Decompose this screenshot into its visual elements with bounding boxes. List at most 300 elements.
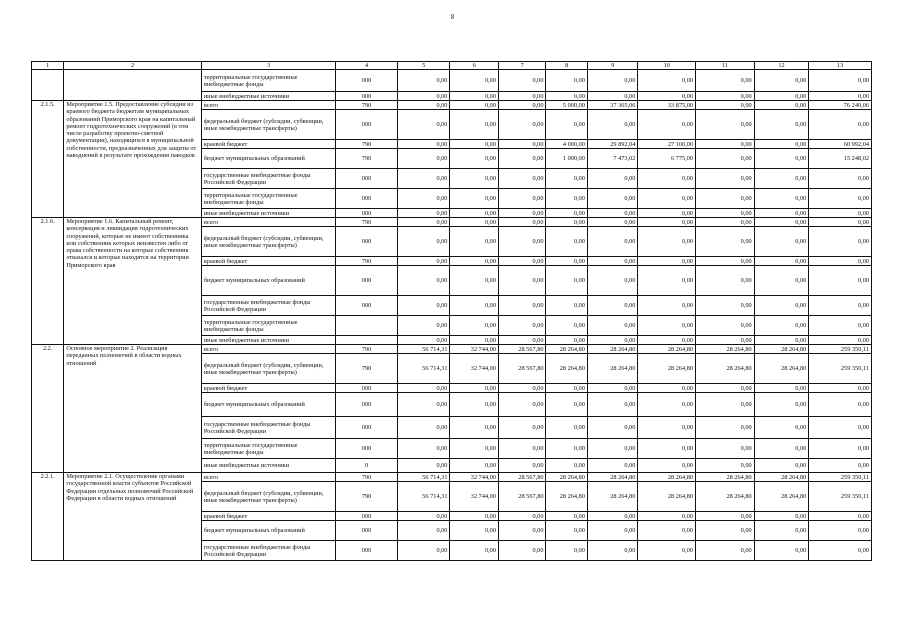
funding-source: федеральный бюджет (субсидии, субвенции, иные межбюджетные трансферты) xyxy=(201,354,335,384)
amount-cell: 0,00 xyxy=(809,266,872,296)
amount-cell: 0,00 xyxy=(546,393,587,417)
amount-cell: 0,00 xyxy=(450,209,499,218)
amount-cell: 259 350,11 xyxy=(809,354,872,384)
amount-cell: 0,00 xyxy=(809,336,872,345)
column-header: 1 xyxy=(32,62,64,70)
amount-cell: 28 264,80 xyxy=(546,473,587,482)
table-row xyxy=(32,473,872,482)
amount-cell: 0,00 xyxy=(546,209,587,218)
funding-source: иные внебюджетные источники xyxy=(201,336,335,345)
amount-cell: 0,00 xyxy=(638,459,696,473)
amount-cell: 0,00 xyxy=(397,169,450,189)
amount-cell: 0,00 xyxy=(696,169,755,189)
amount-cell: 0,00 xyxy=(498,257,546,266)
amount-cell: 28 264,80 xyxy=(587,345,638,354)
amount-cell: 0,00 xyxy=(450,296,499,316)
amount-cell: 0,00 xyxy=(587,92,638,101)
funding-source: всего xyxy=(201,101,335,110)
amount-cell: 0,00 xyxy=(546,459,587,473)
measure-code: 2.2.1. xyxy=(32,473,64,561)
amount-cell: 28 264,80 xyxy=(754,473,809,482)
column-header: 12 xyxy=(754,62,809,70)
amount-cell: 0,00 xyxy=(638,110,696,140)
amount-cell: 0,00 xyxy=(397,541,450,561)
amount-cell: 0,00 xyxy=(696,92,755,101)
amount-cell: 0,00 xyxy=(696,218,755,227)
amount-cell: 0,00 xyxy=(587,439,638,459)
amount-cell: 0,00 xyxy=(546,512,587,521)
amount-cell: 0,00 xyxy=(696,110,755,140)
amount-cell: 28 264,80 xyxy=(754,354,809,384)
amount-cell: 0,00 xyxy=(587,512,638,521)
amount-cell: 0,00 xyxy=(450,101,499,110)
amount-cell: 0,00 xyxy=(696,512,755,521)
table-row xyxy=(32,345,872,354)
amount-cell: 259 350,11 xyxy=(809,345,872,354)
amount-cell: 0,00 xyxy=(809,384,872,393)
column-header: 6 xyxy=(450,62,499,70)
amount-cell: 0,00 xyxy=(754,459,809,473)
amount-cell: 0,00 xyxy=(498,439,546,459)
amount-cell: 0,00 xyxy=(498,266,546,296)
amount-cell: 0,00 xyxy=(696,417,755,439)
funding-source: краевой бюджет xyxy=(201,512,335,521)
amount-cell: 0,00 xyxy=(638,384,696,393)
amount-cell: 29 892,04 xyxy=(587,140,638,149)
amount-cell: 0,00 xyxy=(397,92,450,101)
amount-cell: 0,00 xyxy=(754,417,809,439)
amount-cell: 0,00 xyxy=(754,227,809,257)
amount-cell: 0,00 xyxy=(638,512,696,521)
amount-cell: 56 714,31 xyxy=(397,473,450,482)
amount-cell: 28 264,80 xyxy=(546,482,587,512)
amount-cell: 0,00 xyxy=(809,296,872,316)
funding-source: федеральный бюджет (субсидии, субвенции, иные межбюджетные трансферты) xyxy=(201,482,335,512)
amount-cell: 0,00 xyxy=(809,189,872,209)
amount-cell: 0,00 xyxy=(809,110,872,140)
amount-cell: 0,00 xyxy=(450,459,499,473)
amount-cell: 0,00 xyxy=(587,209,638,218)
amount-cell: 0,00 xyxy=(638,336,696,345)
amount-cell: 0,00 xyxy=(587,384,638,393)
amount-cell: 0,00 xyxy=(397,266,450,296)
measure-name: Мероприятие 1.5. Предоставление субсидии из краевого бюджета бюджетам муниципальных образований Приморского края на капитальный ремонт гидротехнических сооружений (в том числе разработку проектно-сметной документации), находящихся в муниципальной собственности, предназначенных для защиты от наводнений в результате прохождения паводков xyxy=(64,101,201,218)
amount-cell: 0,00 xyxy=(498,521,546,541)
amount-cell: 0,00 xyxy=(754,140,809,149)
amount-cell: 6 775,00 xyxy=(638,149,696,169)
amount-cell: 0,00 xyxy=(498,296,546,316)
amount-cell: 0,00 xyxy=(498,92,546,101)
amount-cell: 0,00 xyxy=(754,266,809,296)
amount-cell: 0,00 xyxy=(809,316,872,336)
amount-cell: 0,00 xyxy=(498,70,546,92)
budget-code: 790 xyxy=(336,101,398,110)
amount-cell: 28 264,80 xyxy=(587,473,638,482)
budget-code: 000 xyxy=(336,296,398,316)
measure-name: Мероприятие 1.6. Капитальный ремонт, консервация и ликвидация гидротехнических сооружений, которые не имеют собственника или собственник которых неизвестен либо от права собственности на которые собственник отказался и которые находятся на территории Приморского края xyxy=(64,218,201,345)
table-body xyxy=(32,62,872,561)
amount-cell: 0,00 xyxy=(450,227,499,257)
budget-code: 790 xyxy=(336,140,398,149)
funding-source: территориальные государственные внебюджетные фонды xyxy=(201,189,335,209)
amount-cell: 28 567,80 xyxy=(498,354,546,384)
amount-cell: 0,00 xyxy=(696,459,755,473)
amount-cell: 28 264,80 xyxy=(546,354,587,384)
amount-cell: 0,00 xyxy=(397,316,450,336)
measure-code: 2.2. xyxy=(32,345,64,473)
amount-cell: 0,00 xyxy=(696,266,755,296)
amount-cell: 28 264,80 xyxy=(754,482,809,512)
amount-cell: 0,00 xyxy=(450,189,499,209)
amount-cell: 0,00 xyxy=(450,149,499,169)
page-number: 8 xyxy=(450,13,455,21)
amount-cell: 0,00 xyxy=(809,70,872,92)
amount-cell: 28 264,80 xyxy=(638,482,696,512)
table-row xyxy=(32,218,872,227)
amount-cell: 0,00 xyxy=(450,336,499,345)
amount-cell: 0,00 xyxy=(696,336,755,345)
amount-cell: 0,00 xyxy=(450,512,499,521)
funding-source: бюджет муниципальных образований xyxy=(201,266,335,296)
column-header: 3 xyxy=(201,62,335,70)
amount-cell: 28 264,80 xyxy=(638,345,696,354)
budget-code: 000 xyxy=(336,439,398,459)
budget-code: 790 xyxy=(336,482,398,512)
amount-cell: 0,00 xyxy=(754,110,809,140)
column-header: 10 xyxy=(638,62,696,70)
amount-cell: 56 714,31 xyxy=(397,354,450,384)
amount-cell: 0,00 xyxy=(696,439,755,459)
amount-cell: 0,00 xyxy=(696,384,755,393)
amount-cell: 0,00 xyxy=(754,92,809,101)
amount-cell: 0,00 xyxy=(498,227,546,257)
amount-cell: 0,00 xyxy=(498,316,546,336)
table-row xyxy=(32,70,872,92)
header-row xyxy=(32,62,872,70)
amount-cell: 0,00 xyxy=(754,189,809,209)
amount-cell: 0,00 xyxy=(754,316,809,336)
amount-cell: 0,00 xyxy=(397,257,450,266)
budget-code: 000 xyxy=(336,189,398,209)
amount-cell: 0,00 xyxy=(587,266,638,296)
budget-table xyxy=(31,61,872,561)
amount-cell: 0,00 xyxy=(397,417,450,439)
amount-cell: 37 365,06 xyxy=(587,101,638,110)
amount-cell: 0,00 xyxy=(546,92,587,101)
amount-cell: 0,00 xyxy=(809,512,872,521)
amount-cell: 28 264,80 xyxy=(696,482,755,512)
amount-cell: 0,00 xyxy=(587,257,638,266)
amount-cell: 0,00 xyxy=(546,169,587,189)
amount-cell: 0,00 xyxy=(450,70,499,92)
amount-cell: 0,00 xyxy=(546,227,587,257)
funding-source: бюджет муниципальных образований xyxy=(201,149,335,169)
amount-cell: 0,00 xyxy=(754,101,809,110)
amount-cell: 0,00 xyxy=(638,169,696,189)
amount-cell: 0,00 xyxy=(546,110,587,140)
amount-cell: 28 264,80 xyxy=(638,354,696,384)
amount-cell: 0,00 xyxy=(696,149,755,169)
budget-code: 000 xyxy=(336,512,398,521)
funding-source: федеральный бюджет (субсидии, субвенции, иные межбюджетные трансферты) xyxy=(201,227,335,257)
column-header: 8 xyxy=(546,62,587,70)
amount-cell: 0,00 xyxy=(498,209,546,218)
amount-cell: 0,00 xyxy=(754,296,809,316)
amount-cell: 0,00 xyxy=(397,101,450,110)
amount-cell: 0,00 xyxy=(450,266,499,296)
amount-cell: 0,00 xyxy=(638,521,696,541)
funding-source: всего xyxy=(201,218,335,227)
amount-cell: 0,00 xyxy=(498,189,546,209)
budget-code: 790 xyxy=(336,218,398,227)
budget-code xyxy=(336,336,398,345)
funding-source: всего xyxy=(201,345,335,354)
amount-cell: 259 350,11 xyxy=(809,482,872,512)
amount-cell: 5 000,00 xyxy=(546,101,587,110)
funding-source: краевой бюджет xyxy=(201,140,335,149)
budget-code: 000 xyxy=(336,266,398,296)
budget-code: 790 xyxy=(336,257,398,266)
amount-cell: 28 567,80 xyxy=(498,473,546,482)
amount-cell: 60 992,04 xyxy=(809,140,872,149)
budget-code xyxy=(336,316,398,336)
amount-cell: 0,00 xyxy=(397,149,450,169)
amount-cell: 0,00 xyxy=(754,218,809,227)
budget-code: 000 xyxy=(336,70,398,92)
amount-cell: 0,00 xyxy=(587,70,638,92)
amount-cell: 56 714,31 xyxy=(397,482,450,512)
amount-cell: 0,00 xyxy=(450,257,499,266)
amount-cell: 0,00 xyxy=(696,227,755,257)
amount-cell: 28 567,80 xyxy=(498,482,546,512)
amount-cell: 0,00 xyxy=(809,417,872,439)
amount-cell: 0,00 xyxy=(587,227,638,257)
amount-cell: 0,00 xyxy=(638,393,696,417)
amount-cell: 0,00 xyxy=(450,140,499,149)
amount-cell: 0,00 xyxy=(754,70,809,92)
amount-cell: 0,00 xyxy=(498,459,546,473)
amount-cell: 0,00 xyxy=(450,439,499,459)
amount-cell: 0,00 xyxy=(397,393,450,417)
funding-source: государственные внебюджетные фонды Российской Федерации xyxy=(201,417,335,439)
amount-cell: 0,00 xyxy=(754,336,809,345)
amount-cell: 0,00 xyxy=(638,209,696,218)
amount-cell: 0,00 xyxy=(696,101,755,110)
amount-cell: 0,00 xyxy=(498,169,546,189)
amount-cell: 0,00 xyxy=(546,417,587,439)
column-header: 13 xyxy=(809,62,872,70)
amount-cell: 0,00 xyxy=(587,110,638,140)
funding-source: территориальные государственные внебюджетные фонды xyxy=(201,439,335,459)
funding-source: бюджет муниципальных образований xyxy=(201,393,335,417)
amount-cell: 0,00 xyxy=(397,189,450,209)
amount-cell: 0,00 xyxy=(546,257,587,266)
amount-cell: 15 248,02 xyxy=(809,149,872,169)
amount-cell: 0,00 xyxy=(696,70,755,92)
amount-cell: 0,00 xyxy=(587,169,638,189)
measure-name: Мероприятие 2.1. Осуществление органами государственной власти субъектов Российской Федерации отдельных полномочий Российской Федерации в области водных отношений xyxy=(64,473,201,561)
column-header: 9 xyxy=(587,62,638,70)
column-header: 7 xyxy=(498,62,546,70)
amount-cell: 0,00 xyxy=(754,521,809,541)
amount-cell: 28 264,80 xyxy=(587,482,638,512)
amount-cell: 1 000,00 xyxy=(546,149,587,169)
amount-cell: 0,00 xyxy=(587,189,638,209)
amount-cell: 33 875,00 xyxy=(638,101,696,110)
amount-cell: 0,00 xyxy=(587,417,638,439)
amount-cell: 0,00 xyxy=(587,393,638,417)
amount-cell: 0,00 xyxy=(546,218,587,227)
amount-cell: 32 744,00 xyxy=(450,473,499,482)
amount-cell: 0,00 xyxy=(546,316,587,336)
funding-source: территориальные государственные внебюджетные фонды xyxy=(201,316,335,336)
amount-cell: 32 744,00 xyxy=(450,482,499,512)
amount-cell: 0,00 xyxy=(450,417,499,439)
amount-cell: 0,00 xyxy=(450,169,499,189)
amount-cell: 0,00 xyxy=(546,296,587,316)
budget-code: 0 xyxy=(336,459,398,473)
measure-code: 2.1.6. xyxy=(32,218,64,345)
amount-cell: 0,00 xyxy=(809,218,872,227)
amount-cell: 0,00 xyxy=(498,417,546,439)
column-header: 5 xyxy=(397,62,450,70)
amount-cell: 0,00 xyxy=(587,296,638,316)
amount-cell: 0,00 xyxy=(809,169,872,189)
amount-cell: 0,00 xyxy=(397,227,450,257)
amount-cell: 0,00 xyxy=(638,316,696,336)
budget-code: 000 xyxy=(336,169,398,189)
amount-cell: 0,00 xyxy=(587,218,638,227)
amount-cell: 0,00 xyxy=(809,521,872,541)
amount-cell: 0,00 xyxy=(397,521,450,541)
amount-cell: 0,00 xyxy=(450,316,499,336)
amount-cell: 0,00 xyxy=(696,521,755,541)
amount-cell: 0,00 xyxy=(809,541,872,561)
amount-cell: 0,00 xyxy=(754,512,809,521)
funding-source: государственные внебюджетные фонды Российской Федерации xyxy=(201,541,335,561)
budget-code: 000 xyxy=(336,393,398,417)
budget-code: 000 xyxy=(336,209,398,218)
amount-cell: 0,00 xyxy=(546,384,587,393)
amount-cell: 0,00 xyxy=(638,296,696,316)
amount-cell: 0,00 xyxy=(696,209,755,218)
funding-source: краевой бюджет xyxy=(201,384,335,393)
budget-code: 000 xyxy=(336,541,398,561)
amount-cell: 0,00 xyxy=(696,189,755,209)
amount-cell: 0,00 xyxy=(696,541,755,561)
funding-source: иные внебюджетные источники xyxy=(201,459,335,473)
amount-cell: 32 744,00 xyxy=(450,354,499,384)
amount-cell: 0,00 xyxy=(638,541,696,561)
amount-cell: 0,00 xyxy=(696,140,755,149)
amount-cell: 28 264,80 xyxy=(754,345,809,354)
amount-cell: 28 264,80 xyxy=(587,354,638,384)
amount-cell: 0,00 xyxy=(587,521,638,541)
amount-cell: 0,00 xyxy=(397,110,450,140)
amount-cell: 76 240,06 xyxy=(809,101,872,110)
budget-code: 000 xyxy=(336,521,398,541)
amount-cell: 0,00 xyxy=(450,541,499,561)
amount-cell: 0,00 xyxy=(638,266,696,296)
funding-source: территориальные государственные внебюджетные фонды xyxy=(201,70,335,92)
amount-cell: 0,00 xyxy=(754,209,809,218)
funding-source: государственные внебюджетные фонды Российской Федерации xyxy=(201,296,335,316)
amount-cell: 0,00 xyxy=(546,189,587,209)
amount-cell: 0,00 xyxy=(638,189,696,209)
amount-cell: 0,00 xyxy=(638,218,696,227)
amount-cell: 0,00 xyxy=(498,541,546,561)
amount-cell: 0,00 xyxy=(638,439,696,459)
amount-cell: 0,00 xyxy=(450,393,499,417)
budget-code: 000 xyxy=(336,384,398,393)
amount-cell: 0,00 xyxy=(809,393,872,417)
measure-code xyxy=(32,70,64,101)
budget-code: 000 xyxy=(336,227,398,257)
amount-cell: 28 264,80 xyxy=(638,473,696,482)
amount-cell: 0,00 xyxy=(498,140,546,149)
amount-cell: 0,00 xyxy=(809,227,872,257)
table-row xyxy=(32,101,872,110)
funding-source: иные внебюджетные источники xyxy=(201,92,335,101)
column-header: 4 xyxy=(336,62,398,70)
amount-cell: 28 264,80 xyxy=(696,354,755,384)
amount-cell: 0,00 xyxy=(809,439,872,459)
amount-cell: 0,00 xyxy=(498,101,546,110)
amount-cell: 56 714,31 xyxy=(397,345,450,354)
amount-cell: 28 264,80 xyxy=(696,345,755,354)
amount-cell: 0,00 xyxy=(498,110,546,140)
budget-code: 000 xyxy=(336,417,398,439)
amount-cell: 0,00 xyxy=(754,257,809,266)
amount-cell: 0,00 xyxy=(754,541,809,561)
amount-cell: 0,00 xyxy=(587,459,638,473)
amount-cell: 7 473,02 xyxy=(587,149,638,169)
amount-cell: 0,00 xyxy=(754,393,809,417)
amount-cell: 4 000,00 xyxy=(546,140,587,149)
amount-cell: 0,00 xyxy=(450,92,499,101)
amount-cell: 0,00 xyxy=(587,541,638,561)
funding-source: всего xyxy=(201,473,335,482)
amount-cell: 259 350,11 xyxy=(809,473,872,482)
amount-cell: 0,00 xyxy=(397,140,450,149)
amount-cell: 0,00 xyxy=(546,70,587,92)
budget-code: 790 xyxy=(336,473,398,482)
amount-cell: 0,00 xyxy=(450,110,499,140)
amount-cell: 0,00 xyxy=(498,384,546,393)
amount-cell: 28 264,80 xyxy=(696,473,755,482)
budget-code: 790 xyxy=(336,354,398,384)
amount-cell: 0,00 xyxy=(450,218,499,227)
funding-source: иные внебюджетные источники xyxy=(201,209,335,218)
amount-cell: 0,00 xyxy=(754,439,809,459)
amount-cell: 0,00 xyxy=(397,336,450,345)
amount-cell: 28 567,80 xyxy=(498,345,546,354)
amount-cell: 0,00 xyxy=(587,336,638,345)
column-header: 2 xyxy=(64,62,201,70)
amount-cell: 0,00 xyxy=(498,218,546,227)
amount-cell: 0,00 xyxy=(638,257,696,266)
column-header: 11 xyxy=(696,62,755,70)
amount-cell: 0,00 xyxy=(809,257,872,266)
funding-source: краевой бюджет xyxy=(201,257,335,266)
amount-cell: 0,00 xyxy=(498,393,546,417)
amount-cell: 27 100,00 xyxy=(638,140,696,149)
amount-cell: 0,00 xyxy=(638,92,696,101)
amount-cell: 0,00 xyxy=(809,209,872,218)
amount-cell: 0,00 xyxy=(754,169,809,189)
amount-cell: 0,00 xyxy=(397,218,450,227)
budget-code: 790 xyxy=(336,149,398,169)
